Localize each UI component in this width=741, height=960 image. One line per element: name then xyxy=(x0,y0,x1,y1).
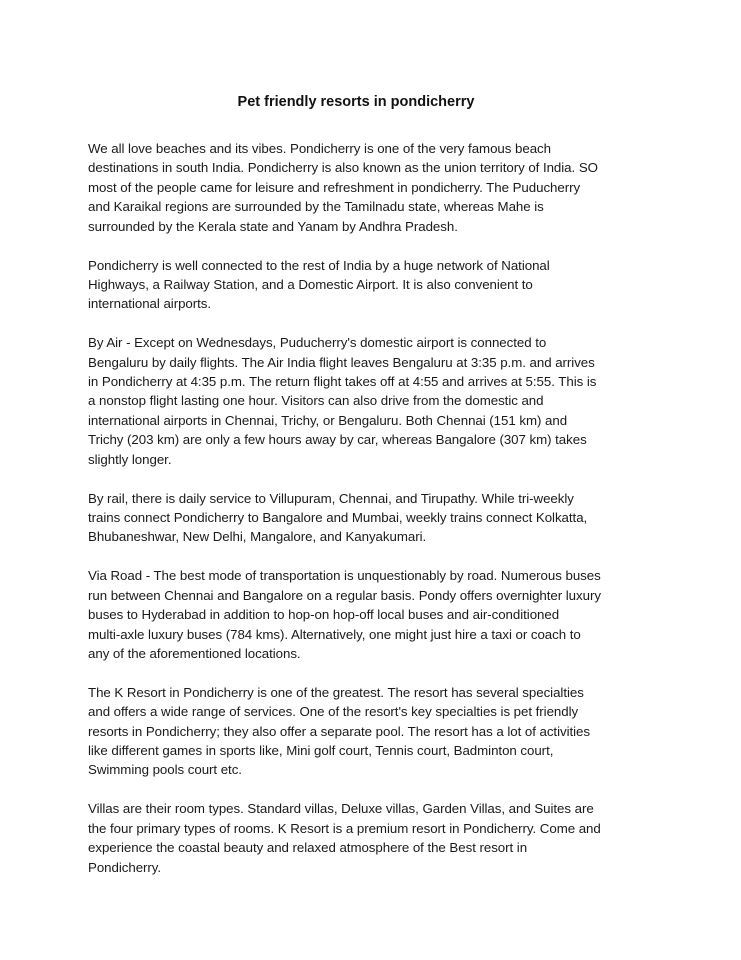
text-line: international airports in Chennai, Trichy, or Bengaluru. Both Chennai (151 km) and xyxy=(88,412,568,428)
text-line: multi-axle luxury buses (784 kms). Alternatively, one might just hire a taxi or coach to xyxy=(88,626,581,642)
paragraph-via-road xyxy=(88,566,668,663)
text-line: Swimming pools court etc. xyxy=(88,762,242,778)
text-line: most of the people came for leisure and refreshment in pondicherry. The Puducherry xyxy=(88,179,581,195)
text-line: run between Chennai and Bangalore on a regular basis. Pondy offers overnighter luxury xyxy=(88,587,601,603)
paragraph-villas xyxy=(88,799,668,877)
text-line: any of the aforementioned locations. xyxy=(88,645,301,661)
text-line: international airports. xyxy=(88,296,212,312)
text-line: Highways, a Railway Station, and a Domestic Airport. It is also convenient to xyxy=(88,276,533,292)
text-line: Villas are their room types. Standard villas, Deluxe villas, Garden Villas, and Suites are xyxy=(88,801,594,817)
document-title: Pet friendly resorts in pondicherry xyxy=(237,94,475,110)
paragraph-k-resort xyxy=(88,683,668,780)
text-line: The K Resort in Pondicherry is one of the greatest. The resort has several specialties xyxy=(88,684,584,700)
text-line: We all love beaches and its vibes. Pondicherry is one of the very famous beach xyxy=(88,141,551,156)
text-line: a nonstop flight lasting one hour. Visitors can also drive from the domestic and xyxy=(88,393,544,409)
text-line: Trichy (203 km) are only a few hours away by car, whereas Bangalore (307 km) takes xyxy=(88,432,587,448)
document-body xyxy=(88,139,668,897)
paragraph-by-rail xyxy=(88,489,668,547)
text-line: trains connect Pondicherry to Bangalore and Mumbai, weekly trains connect Kolkatta, xyxy=(88,510,588,525)
paragraph-by-air xyxy=(88,333,668,469)
text-line: and Karaikal regions are surrounded by the Tamilnadu state, whereas Mahe is xyxy=(88,199,544,215)
text-line: Bengaluru by daily flights. The Air India flight leaves Bengaluru at 3:35 p.m. and arrives xyxy=(88,354,595,370)
text-line: the four primary types of rooms. K Resort is a premium resort in Pondicherry. Come and xyxy=(88,820,601,836)
paragraph-connectivity xyxy=(88,256,668,314)
text-line: experience the coastal beauty and relaxed atmosphere of the Best resort in xyxy=(88,840,528,856)
text-line: By Air - Except on Wednesdays, Puducherry's domestic airport is connected to xyxy=(88,335,547,351)
text-line: By rail, there is daily service to Villupuram, Chennai, and Tirupathy. While tri-weekly xyxy=(88,490,574,506)
text-line: surrounded by the Kerala state and Yanam by Andhra Pradesh. xyxy=(88,218,458,234)
text-line: destinations in south India. Pondicherry is also known as the union territory of India. SO xyxy=(88,160,598,176)
text-line: in Pondicherry at 4:35 p.m. The return flight takes off at 4:55 and arrives at 5:55. This is xyxy=(88,374,597,390)
text-line: like different games in sports like, Mini golf court, Tennis court, Badminton court, xyxy=(88,743,554,759)
text-line: Pondicherry is well connected to the rest of India by a huge network of National xyxy=(88,257,550,273)
text-line: buses to Hyderabad in addition to hop-on hop-off local buses and air-conditioned xyxy=(88,607,560,623)
text-line: Pondicherry. xyxy=(88,859,162,875)
text-line: slightly longer. xyxy=(88,451,172,467)
paragraph-intro xyxy=(88,139,668,236)
text-line: Via Road - The best mode of transportation is unquestionably by road. Numerous buses xyxy=(88,568,601,584)
text-line: resorts in Pondicherry; they also offer a separate pool. The resort has a lot of activities xyxy=(88,723,590,739)
text-line: and offers a wide range of services. One of the resort's key specialties is pet friendly xyxy=(88,704,579,720)
text-line: Bhubaneshwar, New Delhi, Mangalore, and Kanyakumari. xyxy=(88,529,427,545)
